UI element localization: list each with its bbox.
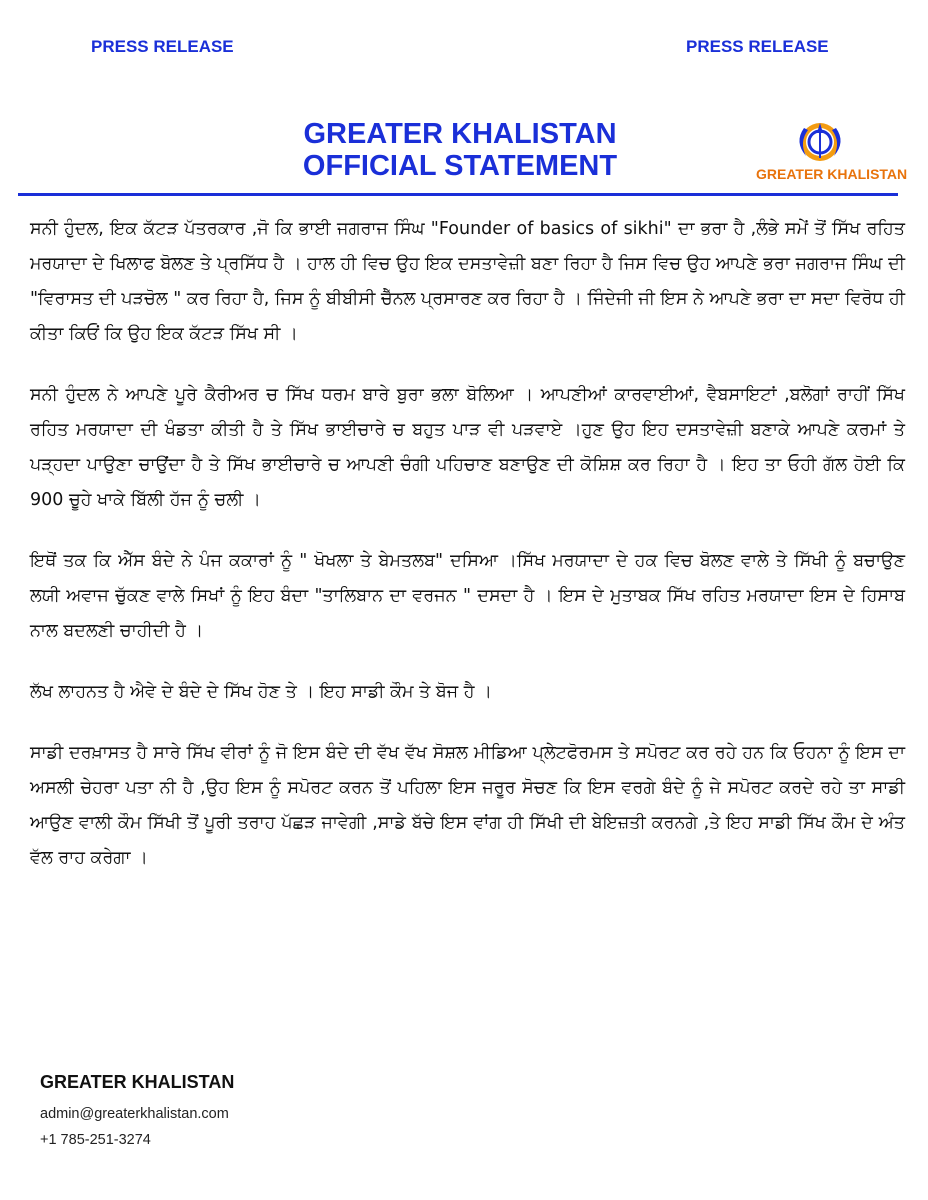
paragraph-3: ਇਥੋਂ ਤਕ ਕਿ ਐੱਸ ਬੰਦੇ ਨੇ ਪੰਜ ਕਕਾਰਾਂ ਨੂੰ " ਖੋਖਲਾ ਤੇ ਬੇਮਤਲਬ" ਦਸਿਆ ।ਸਿੱਖ ਮਰਯਾਦਾ ਦੇ ਹਕ ਵਿਚ ਬੋਲਣ ਵਾਲੇ ਤੇ ਸਿੱਖੀ ਨੂੰ ਬਚਾਉਣ ਲਯੀ ਅਵਾਜ ਚੁੱਕਣ ਵਾਲੇ ਸਿਖਾਂ ਨੂੰ ਇਹ ਬੰਦਾ "ਤਾਲਿਬਾਨ ਦਾ ਵਰਜਨ " ਦਸਦਾ ਹੈ । ਇਸ ਦੇ ਮੁਤਾਬਕ ਸਿੱਖ ਰਹਿਤ ਮਰਯਾਦਾ ਇਸ ਦੇ ਹਿਸਾਬ ਨਾਲ ਬਦਲਣੀ ਚਾਹੀਦੀ ਹੈ । xyxy=(30,551,905,641)
title-line-2: OFFICIAL STATEMENT xyxy=(302,150,618,182)
paragraph-4: ਲੱਖ ਲਾਹਨਤ ਹੈ ਐਵੇ ਦੇ ਬੰਦੇ ਦੇ ਸਿੱਖ ਹੋਣ ਤੇ । ਇਹ ਸਾਡੀ ਕੌਮ ਤੇ ਬੋਜ ਹੈ । xyxy=(30,682,492,702)
footer-org-name: GREATER KHALISTAN xyxy=(40,1072,235,1092)
footer-phone[interactable]: +1 785-251-3274 xyxy=(40,1132,151,1148)
statement-body xyxy=(30,212,905,902)
press-release-label-left: PRESS RELEASE xyxy=(91,37,234,56)
logo xyxy=(756,120,908,188)
press-release-label-right: PRESS RELEASE xyxy=(686,37,829,56)
paragraph-5: ਸਾਡੀ ਦਰਖ਼ਾਸਤ ਹੈ ਸਾਰੇ ਸਿੱਖ ਵੀਰਾਂ ਨੂੰ ਜੋ ਇਸ ਬੰਦੇ ਦੀ ਵੱਖ ਵੱਖ ਸੋਸ਼ਲ ਮੀਡਿਆ ਪ੍ਲੇਟਫੋਰਮਸ ਤੇ ਸਪੋਰਟ ਕਰ ਰਹੇ ਹਨ ਕਿ ਓਹਨਾ ਨੂੰ ਇਸ ਦਾ ਅਸਲੀ ਚੇਹਰਾ ਪਤਾ ਨੀ ਹੈ ,ਉਹ ਇਸ ਨੂੰ ਸਪੋਰਟ ਕਰਨ ਤੋਂ ਪਹਿਲਾ ਇਸ ਜਰੂਰ ਸੋਚਣ ਕਿ ਇਸ ਵਰਗੇ ਬੰਦੇ ਨੂੰ ਜੇ ਸਪੋਰਟ ਕਰਦੇ ਰਹੇ ਤਾ ਸਾਡੀ ਆਉਣ ਵਾਲੀ ਕੌਮ ਸਿੱਖੀ ਤੋਂ ਪੂਰੀ ਤਰਾਹ ਪੱਛੜ ਜਾਵੇਗੀ ,ਸਾਡੇ ਬੱਚੇ ਇਸ ਵਾਂਗ ਹੀ ਸਿੱਖੀ ਦੀ ਬੇਇਜ਼ਤੀ ਕਰਨਗੇ ,ਤੇ ਇਹ ਸਾਡੀ ਸਿੱਖ ਕੌਮ ਦੇ ਅੰਤ ਵੱਲ ਰਾਹ ਕਰੇਗਾ । xyxy=(30,743,905,868)
paragraph-2: ਸਨੀ ਹੁੰਦਲ ਨੇ ਆਪਣੇ ਪੂਰੇ ਕੈਰੀਅਰ ਚ ਸਿੱਖ ਧਰਮ ਬਾਰੇ ਬੁਰਾ ਭਲਾ ਬੋਲਿਆ । ਆਪਣੀਆਂ ਕਾਰਵਾਈਆਂ, ਵੈਬਸਾਇਟਾਂ ,ਬਲੋਗਾਂ ਰਾਹੀਂ ਸਿੱਖ ਰਹਿਤ ਮਰਯਾਦਾ ਦੀ ਖੰਡਤਾ ਕੀਤੀ ਹੈ ਤੇ ਸਿੱਖ ਭਾਈਚਾਰੇ ਚ ਬਹੁਤ ਪਾੜ ਵੀ ਪੜਵਾਏ ।ਹੁਣ ਉਹ ਇਹ ਦਸਤਾਵੇਜ਼ੀ ਬਣਾਕੇ ਆਪਣੇ ਕਰਮਾਂ ਤੇ ਪੜ੍ਹਦਾ ਪਾਉਣਾ ਚਾਉਂਦਾ ਹੈ ਤੇ ਸਿੱਖ ਭਾਈਚਾਰੇ ਚ ਆਪਣੀ ਚੰਗੀ ਪਹਿਚਾਣ ਬਣਾਉਣ ਦੀ ਕੋਸ਼ਿਸ਼ ਕਰ ਰਿਹਾ ਹੈ । ਇਹ ਤਾ ਓਹੀ ਗੱਲ ਹੋਈ ਕਿ 900 ਚੂਹੇ ਖਾਕੇ ਬਿੱਲੀ ਹੱਜ ਨੂੰ ਚਲੀ । xyxy=(30,385,905,510)
logo-text: GREATER KHALISTAN xyxy=(756,166,908,182)
khanda-icon xyxy=(784,120,856,164)
header-divider xyxy=(18,193,898,196)
paragraph-1: ਸਨੀ ਹੁੰਦਲ, ਇਕ ਕੱਟੜ ਪੱਤਰਕਾਰ ,ਜੋ ਕਿ ਭਾਈ ਜਗਰਾਜ ਸਿੰਘ "Founder of basics of sikhi" ਦਾ ਭਰਾ ਹੈ ,ਲੰਭੇ ਸਮੇਂ ਤੋਂ ਸਿੱਖ ਰਹਿਤ ਮਰਯਾਦਾ ਦੇ ਖਿਲਾਫ ਬੋਲਣ ਤੇ ਪ੍ਰਸਿੱਧ ਹੈ । ਹਾਲ ਹੀ ਵਿਚ ਉਹ ਇਕ ਦਸਤਾਵੇਜ਼ੀ ਬਣਾ ਰਿਹਾ ਹੈ ਜਿਸ ਵਿਚ ਉਹ ਆਪਣੇ ਭਰਾ ਜਗਰਾਜ ਸਿੰਘ ਦੀ "ਵਿਰਾਸਤ ਦੀ ਪੜਚੋਲ " ਕਰ ਰਿਹਾ ਹੈ, ਜਿਸ ਨੂੰ ਬੀਬੀਸੀ ਚੈੱਨਲ ਪ੍ਰਸਾਰਣ ਕਰ ਰਿਹਾ ਹੈ । ਜਿੰਦੇਜੀ ਜੀ ਇਸ ਨੇ ਆਪਣੇ ਭਰਾ ਦਾ ਸਦਾ ਵਿਰੋਧ ਹੀ ਕੀਤਾ ਕਿਓਂ ਕਿ ਉਹ ਇਕ ਕੱਟੜ ਸਿੱਖ ਸੀ । xyxy=(30,219,905,344)
contact-footer xyxy=(40,1072,234,1153)
title-line-1: GREATER KHALISTAN xyxy=(303,118,617,150)
page-title xyxy=(230,118,690,182)
footer-email[interactable]: admin@greaterkhalistan.com xyxy=(40,1106,229,1122)
